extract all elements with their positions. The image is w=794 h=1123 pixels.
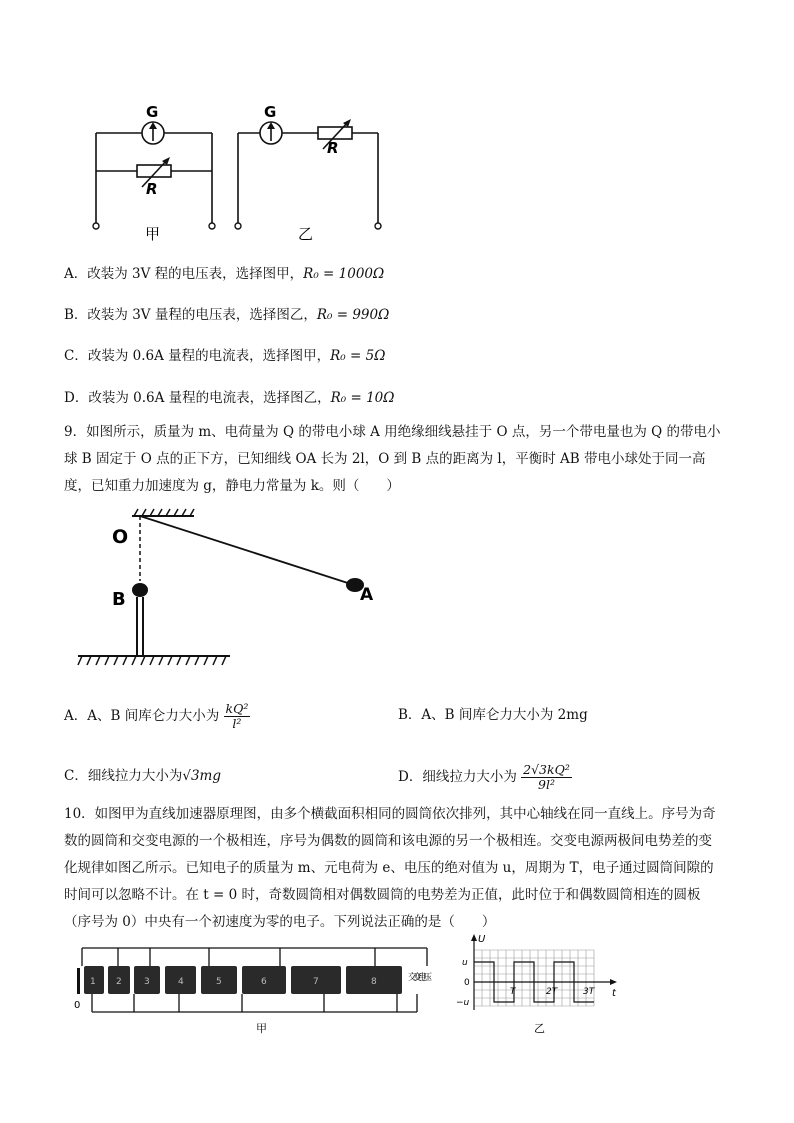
- neg-u-tick-label: −u: [456, 998, 470, 1008]
- period-t-label: T: [510, 987, 516, 997]
- q9-option-d-fraction: $\frac{\text{2√3kQ²}}{\text{9l²}}$: [523, 762, 570, 792]
- q9-option-b-text: B．A、B 间库仑力大小为 2mg: [398, 707, 588, 723]
- q10-stem: 10．如图甲为直线加速器原理图，由多个横截面积相同的圆筒依次排列，其中心轴线在同一直线上。序号为奇数的圆筒和交变电源的一个极相连，序号为偶数的圆筒和该电源的另一个极相连。交变电源两极间电势差的变化规律如图乙所示。已知电子的质量为 m、元电荷为 e、电压的绝对值为 u，周期为 T，电子通过圆筒间隙的时间可以忽略不计。在 t = 0 时，奇数圆筒相对偶数圆筒的电势差为正值，此时位于和偶数圆筒相连的圆板（序号为 0）中央有一个初速度为零的电子。下列说法正确的是（ ）: [64, 806, 716, 930]
- q8-option-d-formula: R₀ = 10Ω: [330, 390, 395, 406]
- q9-option-c-text: C．细线拉力大小为: [64, 768, 183, 784]
- plate-0-label: 0: [74, 1000, 81, 1011]
- tube-5-label: 5: [216, 977, 222, 987]
- q8-option-d-text: D．改装为 0.6A 量程的电流表，选择图乙，: [64, 390, 331, 406]
- q9-option-c[interactable]: [64, 763, 221, 789]
- axis-u-label: U: [478, 934, 486, 945]
- voltage-waveform-figure: [452, 930, 622, 1040]
- tube-6-label: 6: [261, 977, 267, 987]
- resistor-label-yi: R: [327, 139, 339, 157]
- figure-label-yi-2: 乙: [534, 1022, 545, 1035]
- q9-option-b[interactable]: [398, 702, 588, 728]
- period-3t-label: 3T: [583, 987, 595, 997]
- ac-source-label: 交变电压: [408, 973, 432, 983]
- tube-1-label: 1: [90, 977, 96, 987]
- tube-4-label: 4: [178, 977, 184, 987]
- q8-option-c-text: C．改装为 0.6A 量程的电流表，选择图甲，: [64, 348, 331, 364]
- linear-accelerator-figure: [72, 940, 442, 1038]
- resistor-label-jia: R: [146, 180, 158, 198]
- q8-option-c-formula: R₀ = 5Ω: [330, 348, 386, 364]
- axis-t-label: t: [612, 988, 616, 999]
- point-o-label: O: [112, 526, 129, 548]
- tube-8-label: 8: [371, 977, 377, 987]
- galvanometer-label-jia: G: [146, 103, 159, 121]
- circuit-figure: [80, 95, 400, 250]
- q8-option-b-formula: R₀ = 990Ω: [316, 307, 390, 323]
- zero-tick-label: 0: [464, 978, 470, 988]
- q9-option-c-formula: √3mg: [182, 768, 221, 784]
- period-2t-label: 2T: [546, 987, 558, 997]
- q9-option-d-text: D．细线拉力大小为: [398, 769, 517, 785]
- q8-option-b-text: B．改装为 3V 量程的电压表，选择图乙，: [64, 307, 317, 323]
- q9-option-a[interactable]: [64, 702, 250, 731]
- q9-option-a-fraction: $\frac{\text{kQ²}}{\text{l²}}$: [225, 701, 249, 731]
- figure-label-jia: 甲: [145, 225, 161, 243]
- q9-stem: 9．如图所示，质量为 m、电荷量为 Q 的带电小球 A 用绝缘细线悬挂于 O 点，另一个带电量也为 Q 的带电小球 B 固定于 O 点的正下方，已知细线 OA 长为 2l，O 到 B 点的距离为 l，平衡时 AB 带电小球处于同一高度，已知重力加速度为 g，静电力常量为 k。则（ ）: [64, 424, 721, 494]
- tube-2-label: 2: [116, 977, 122, 987]
- q8-option-a[interactable]: [64, 261, 384, 287]
- q9-option-d[interactable]: [398, 763, 572, 792]
- q8-option-d[interactable]: [64, 385, 394, 411]
- q8-option-b[interactable]: [64, 302, 389, 328]
- tube-3-label: 3: [144, 977, 150, 987]
- figure-label-jia-2: 甲: [256, 1022, 267, 1035]
- u-tick-label: u: [462, 958, 468, 968]
- pendulum-figure: [74, 505, 394, 675]
- ball-b: [132, 583, 148, 597]
- point-a-label: A: [360, 585, 374, 605]
- tube-7-label: 7: [313, 977, 319, 987]
- q8-option-a-formula: R₀ = 1000Ω: [303, 266, 385, 282]
- galvanometer-label-yi: G: [264, 103, 277, 121]
- figure-label-yi: 乙: [298, 225, 314, 243]
- q8-option-a-text: A．改装为 3V 程的电压表，选择图甲，: [64, 266, 304, 282]
- q9-option-a-text: A．A、B 间库仑力大小为: [64, 708, 220, 724]
- point-b-label: B: [112, 589, 126, 610]
- q8-option-c[interactable]: [64, 343, 385, 369]
